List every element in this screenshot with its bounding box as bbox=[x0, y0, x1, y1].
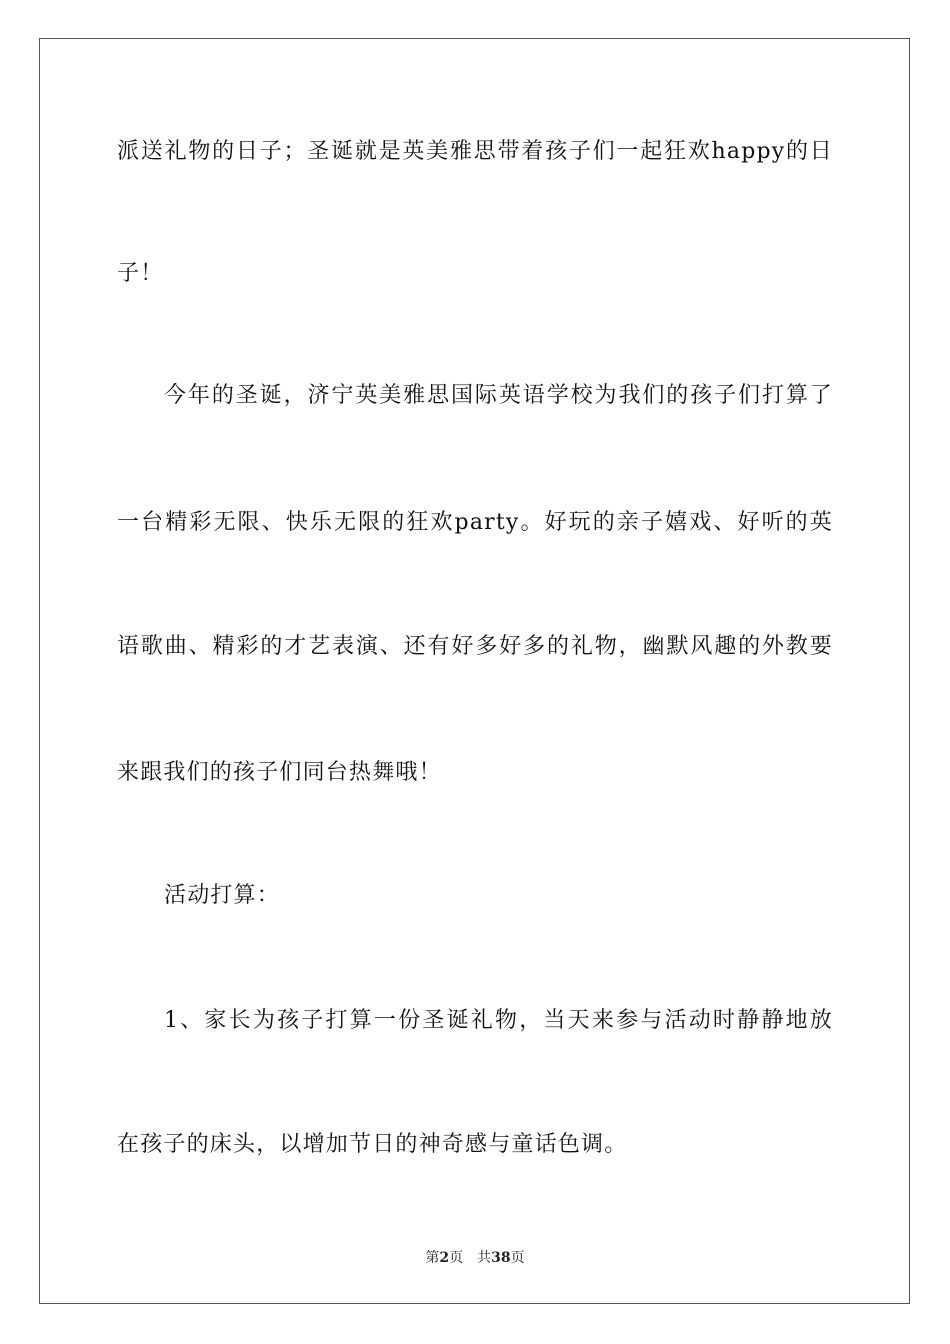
text-line-8: 1、家长为孩子打算一份圣诞礼物，当天来参与活动时静静地放 bbox=[164, 1008, 833, 1033]
text-line-5: 语歌曲、精彩的才艺表演、还有好多好多的礼物，幽默风趣的外教要 bbox=[117, 634, 833, 659]
text-line-3: 今年的圣诞，济宁英美雅思国际英语学校为我们的孩子们打算了 bbox=[164, 383, 833, 408]
page-suffix: 页 bbox=[449, 1250, 464, 1266]
text-line-1: 派送礼物的日子；圣诞就是英美雅思带着孩子们一起狂欢happy的日 bbox=[117, 139, 833, 164]
text-line-4: 一台精彩无限、快乐无限的狂欢party。好玩的亲子嬉戏、好听的英 bbox=[117, 510, 833, 535]
text-line-9: 在孩子的床头，以增加节日的神奇感与童话色调。 bbox=[117, 1132, 628, 1157]
total-prefix: 共 bbox=[477, 1250, 492, 1266]
section-heading: 活动打算： bbox=[164, 883, 281, 908]
total-pages: 38 bbox=[491, 1250, 511, 1266]
page-number: 2 bbox=[439, 1250, 450, 1266]
text-line-6: 来跟我们的孩子们同台热舞哦！ bbox=[117, 760, 442, 785]
total-suffix: 页 bbox=[510, 1250, 525, 1266]
page-prefix: 第 bbox=[425, 1250, 440, 1266]
page-footer bbox=[0, 1247, 950, 1267]
text-line-2: 子！ bbox=[117, 261, 164, 286]
